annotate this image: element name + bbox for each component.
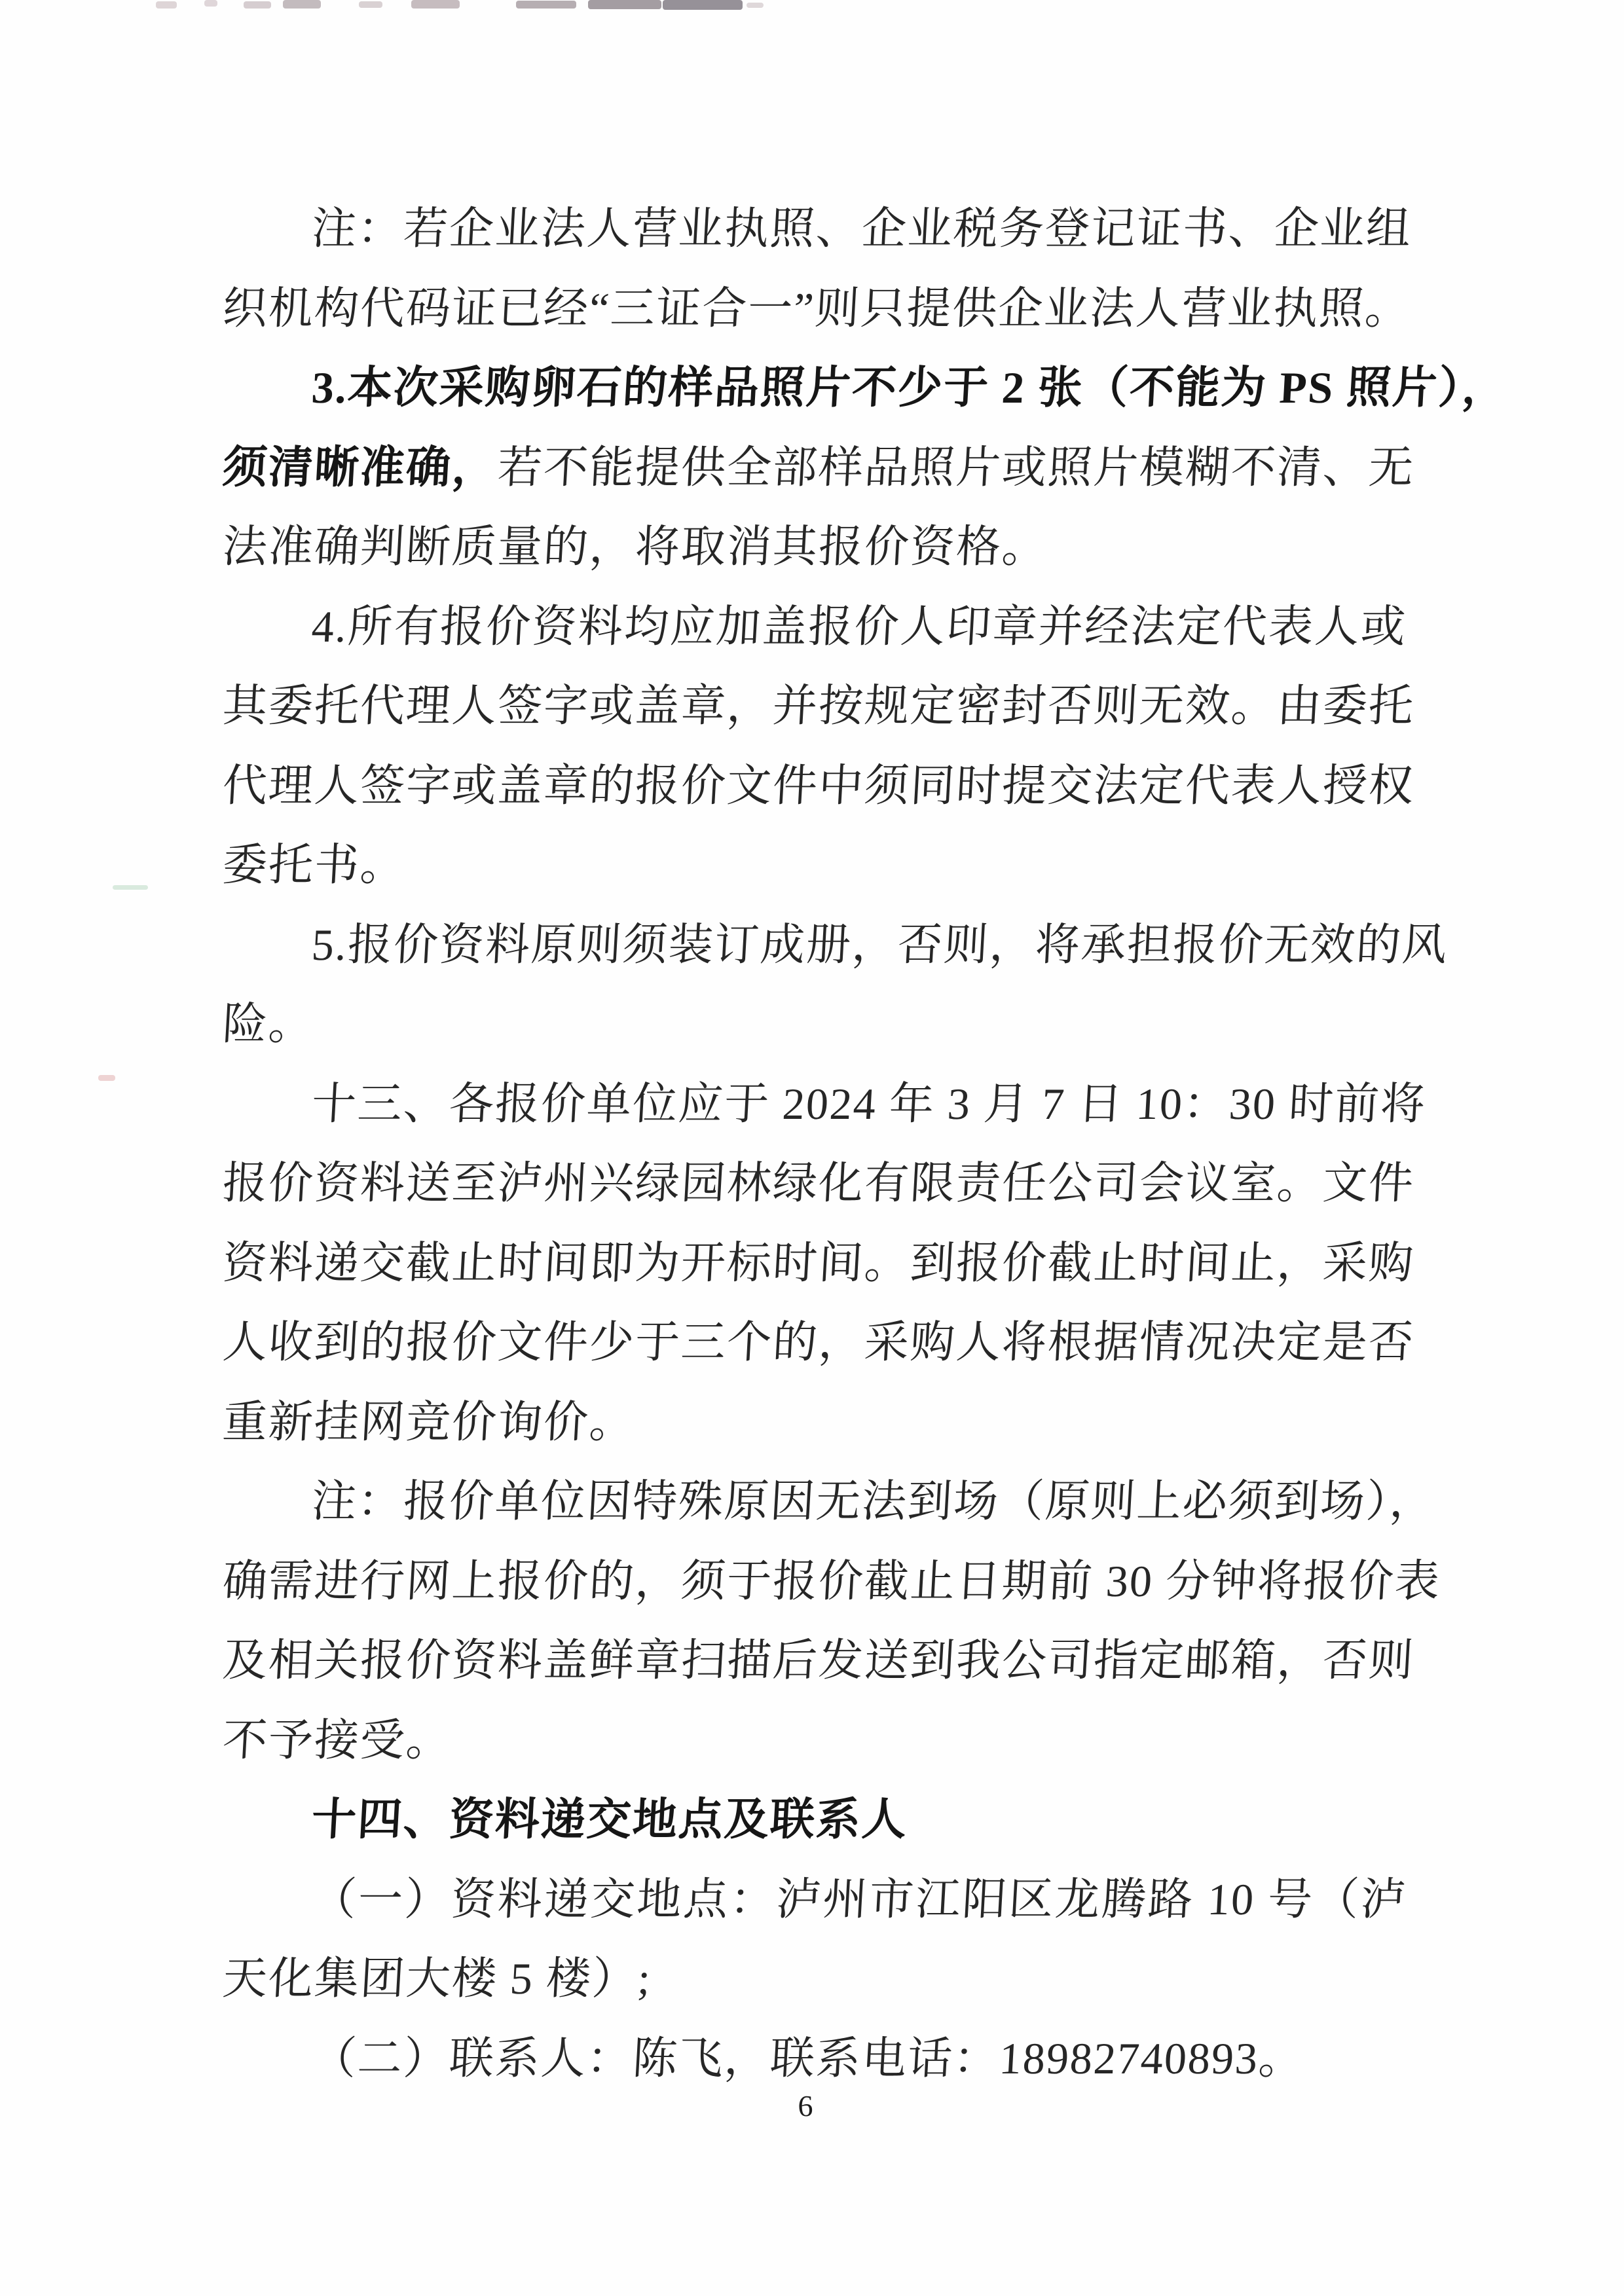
line-text: 重新挂网竞价询价。 [221,1397,637,1447]
text-line [310,200,1414,257]
text-line [221,677,1416,735]
line-text-bold: 须清晰准确， [221,443,500,492]
text-line [221,1552,1443,1610]
line-text: 天化集团大楼 5 楼）; [221,1954,654,2003]
line-text-bold: 十四、资料递交地点及联系人 [310,1795,910,1844]
text-line [221,1631,1416,1689]
line-text: （二）联系人：陈飞，联系电话：18982740893。 [310,2033,1306,2083]
text-line [221,1393,1409,1451]
text-line [221,757,1416,814]
line-text: 确需进行网上报价的，须于报价截止日期前 30 分钟将报价表 [221,1556,1443,1606]
text-line [310,1472,1437,1530]
text-line [221,836,1409,894]
text-line [310,359,1509,416]
section-13-line [310,1075,1428,1133]
line-text: 及相关报价资料盖鲜章扫描后发送到我公司指定邮箱，否则 [221,1635,1416,1685]
page-number: 6 [798,2089,813,2123]
line-text: 4.所有报价资料均应加盖报价人印章并经法定代表人或 [310,602,1409,651]
text-line [310,1870,1409,1928]
scan-artifact [204,0,217,7]
text-line [221,1234,1416,1292]
line-text: 代理人签字或盖章的报价文件中须同时提交法定代表人授权 [221,761,1416,811]
scan-artifact [516,1,576,9]
section-heading-14 [310,1791,1409,1848]
scan-speck [98,1075,115,1081]
scan-artifact [156,1,177,9]
text-line [221,439,1416,496]
line-text: 险。 [221,999,316,1049]
text-line [221,1154,1416,1212]
text-line [221,1711,1409,1769]
text-line [221,1950,1409,2007]
text-line [221,518,1409,575]
scan-artifact [244,1,271,9]
scan-speck [113,885,148,890]
line-text: 资料递交截止时间即为开标时间。到报价截止时间止，采购 [221,1238,1416,1288]
line-text: 5.报价资料原则须装订成册，否则，将承担报价无效的风 [310,920,1450,970]
scan-artifact [588,0,661,9]
line-text: 十三、各报价单位应于 2024 年 3 月 7 日 10：30 时前将 [310,1079,1428,1129]
scan-artifact [747,3,764,8]
scan-artifact [411,0,460,9]
line-text: （一）资料递交地点：泸州市江阳区龙腾路 10 号（泸 [310,1874,1409,1924]
line-text: 注：报价单位因特殊原因无法到场（原则上必须到场）， [310,1476,1437,1526]
text-line [221,280,1412,337]
line-text: 法准确判断质量的，将取消其报价资格。 [221,522,1050,572]
scan-artifact [663,0,743,10]
line-text: 织机构代码证已经“三证合一”则只提供企业法人营业执照。 [221,283,1412,333]
line-text: 委托书。 [221,840,408,890]
line-text-bold: 3.本次采购卵石的样品照片不少于 2 张（不能为 PS 照片）， [310,363,1509,412]
text-line [221,1313,1416,1371]
text-line [310,598,1409,655]
text-line [310,916,1450,974]
scan-artifact [359,1,382,8]
line-text: 报价资料送至泸州兴绿园林绿化有限责任公司会议室。文件 [221,1158,1416,1208]
text-line [221,995,1409,1053]
line-text: 人收到的报价文件少于三个的，采购人将根据情况决定是否 [221,1317,1416,1367]
text-line [310,2030,1409,2087]
line-text: 注：若企业法人营业执照、企业税务登记证书、企业组 [310,204,1414,253]
line-text: 若不能提供全部样品照片或照片模糊不清、无 [496,443,1416,492]
line-text: 其委托代理人签字或盖章，并按规定密封否则无效。由委托 [221,681,1416,731]
line-text: 不予接受。 [221,1715,454,1765]
scan-artifact [283,0,321,9]
